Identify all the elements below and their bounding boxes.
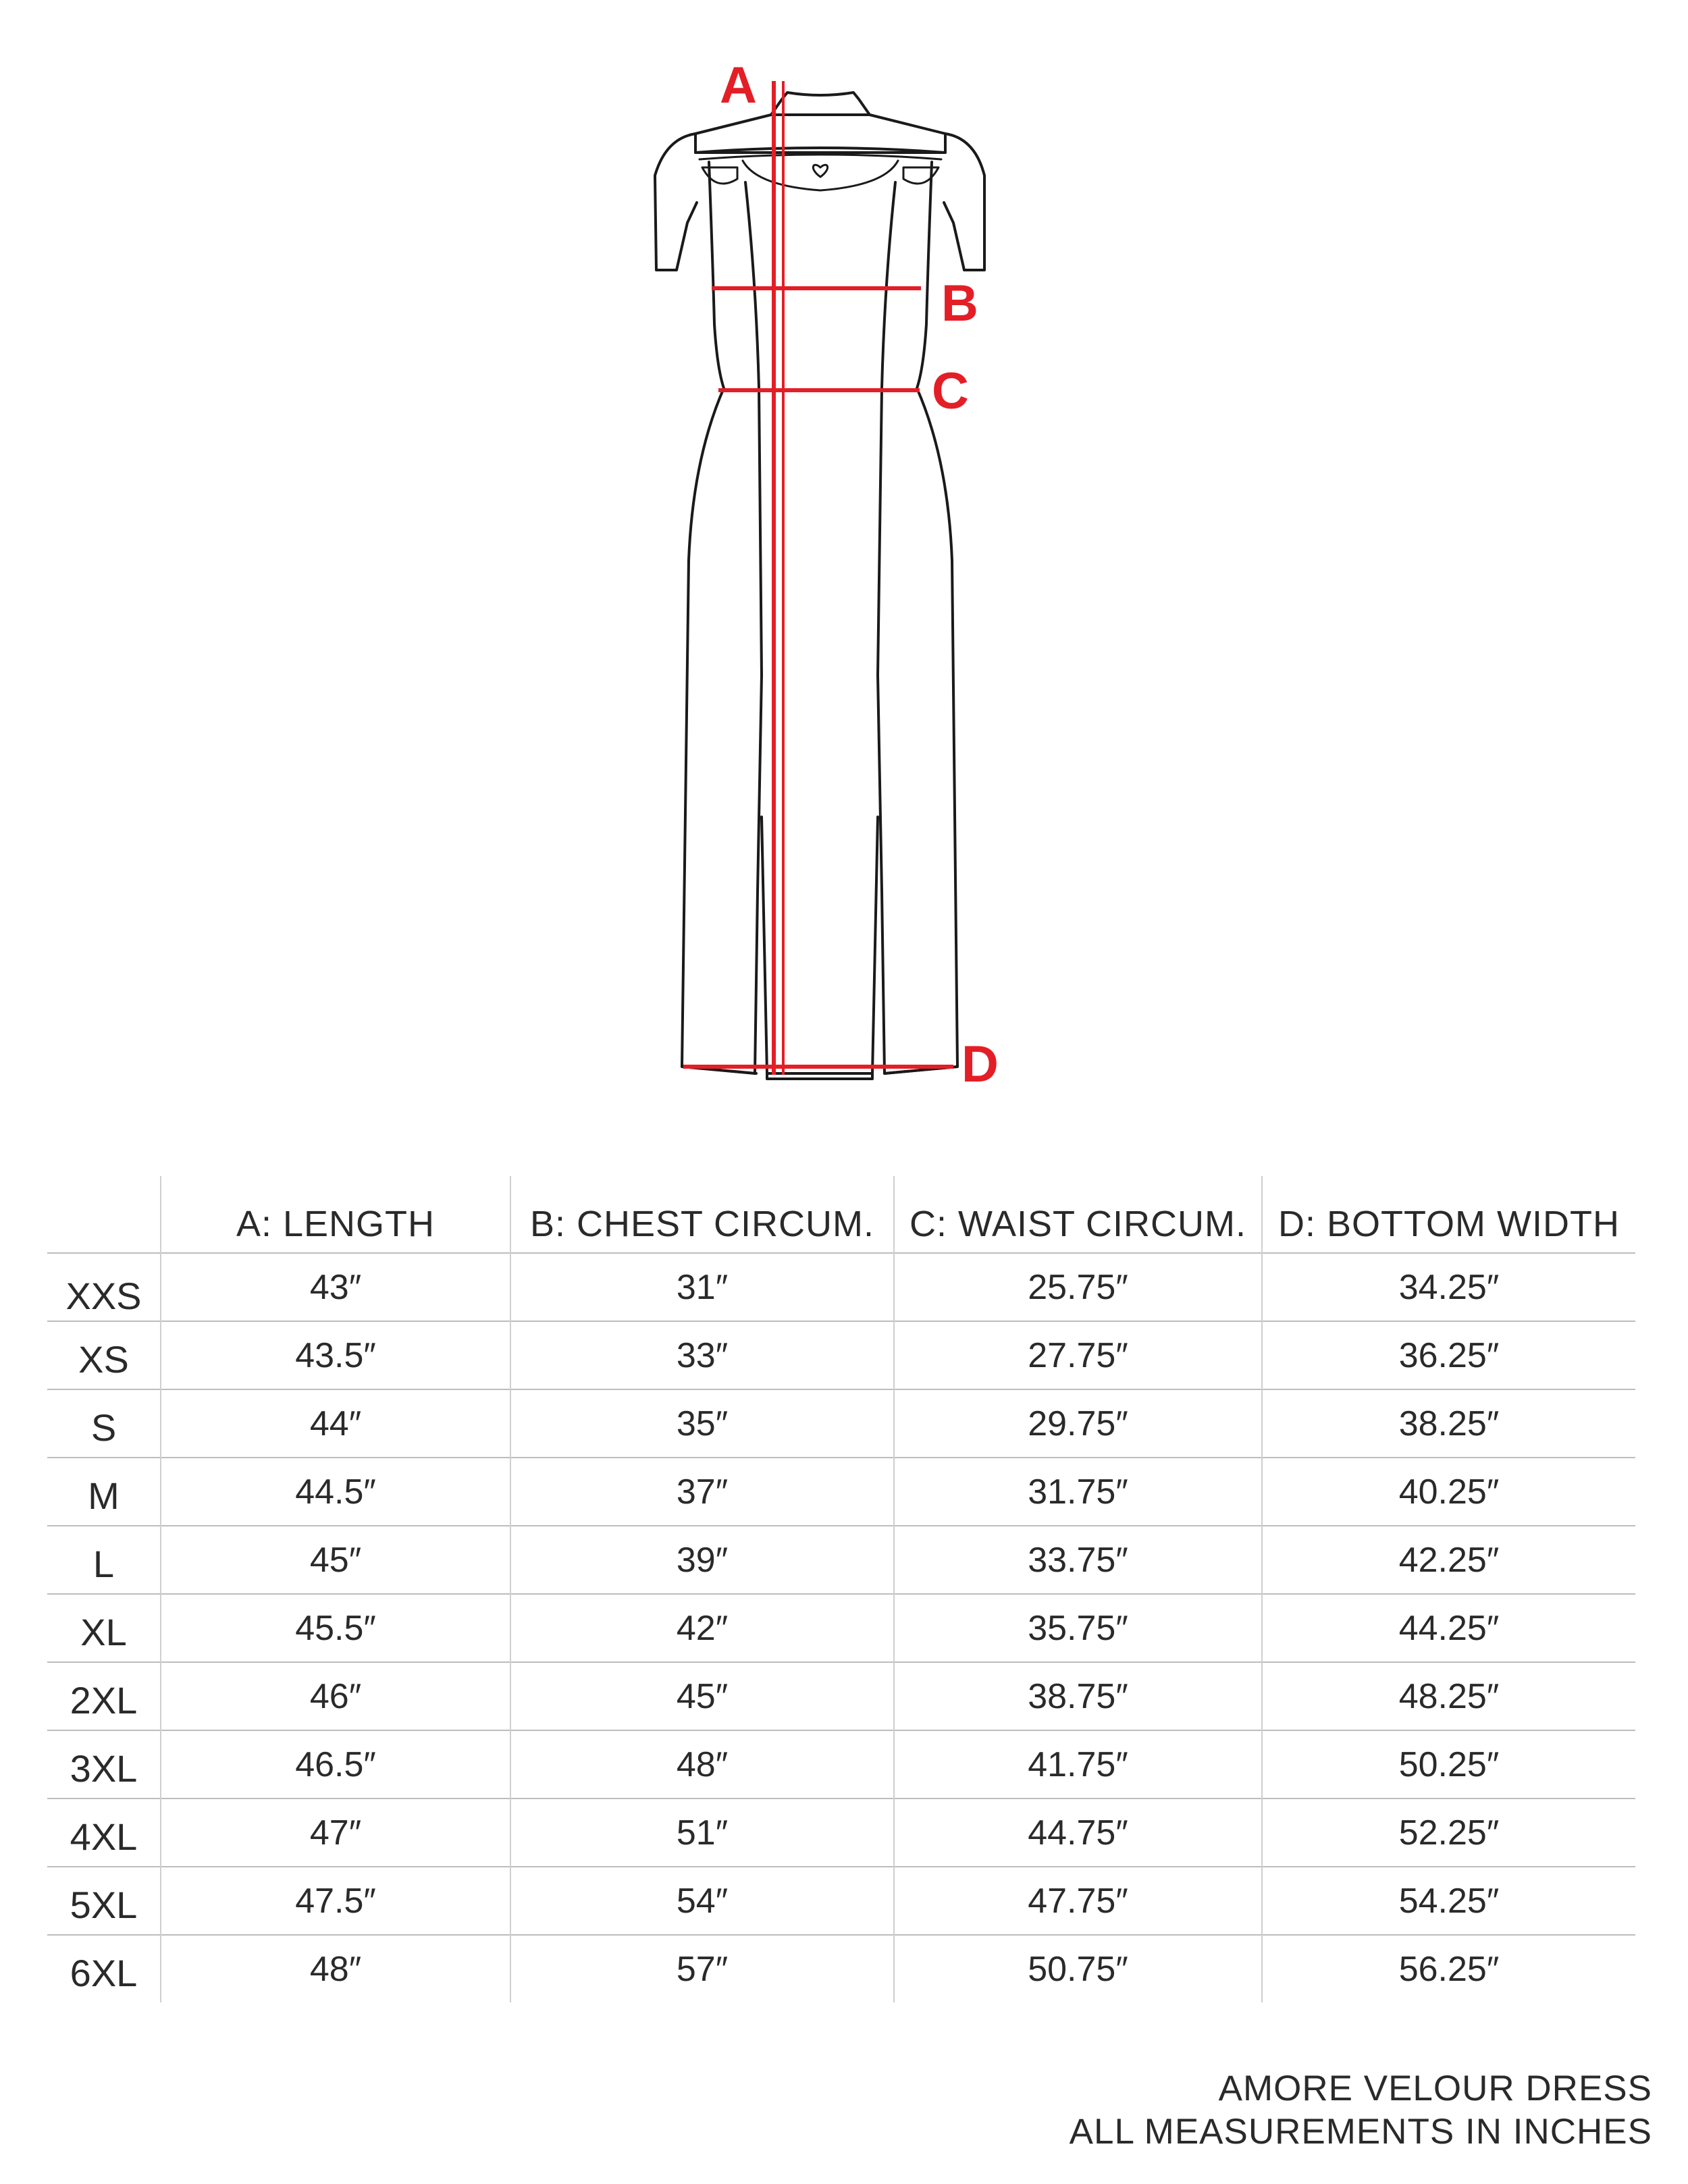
keyhole-cutout bbox=[743, 161, 898, 190]
table-row bbox=[47, 1253, 1635, 1321]
size-label: 4XL bbox=[47, 1799, 161, 1867]
label-c: C bbox=[932, 363, 969, 420]
bottom-value: 42.25″ bbox=[1262, 1526, 1635, 1594]
chest-value: 45″ bbox=[510, 1662, 894, 1730]
chest-value: 33″ bbox=[510, 1321, 894, 1389]
length-value: 43.5″ bbox=[161, 1321, 510, 1389]
chest-value: 54″ bbox=[510, 1867, 894, 1935]
chest-value: 39″ bbox=[510, 1526, 894, 1594]
waist-value: 31.75″ bbox=[894, 1458, 1262, 1526]
left-slit bbox=[762, 817, 767, 1073]
chest-value: 35″ bbox=[510, 1389, 894, 1458]
product-name: AMORE VELOUR DRESS bbox=[1218, 2069, 1652, 2108]
size-label: XXS bbox=[47, 1253, 161, 1321]
size-label: 6XL bbox=[47, 1935, 161, 2002]
table-row bbox=[47, 1730, 1635, 1799]
heart-button bbox=[813, 165, 827, 177]
length-value: 45.5″ bbox=[161, 1594, 510, 1662]
length-value: 45″ bbox=[161, 1526, 510, 1594]
waist-value: 27.75″ bbox=[894, 1321, 1262, 1389]
size-label: M bbox=[47, 1458, 161, 1526]
bottom-value: 52.25″ bbox=[1262, 1799, 1635, 1867]
right-panel-seam bbox=[878, 182, 895, 1073]
length-value: 47″ bbox=[161, 1799, 510, 1867]
collar bbox=[771, 92, 870, 115]
right-sleeve bbox=[944, 134, 984, 270]
chest-value: 42″ bbox=[510, 1594, 894, 1662]
bottom-value: 48.25″ bbox=[1262, 1662, 1635, 1730]
header-size bbox=[47, 1176, 161, 1253]
size-label: 2XL bbox=[47, 1662, 161, 1730]
footer-notes bbox=[1070, 2067, 1652, 2154]
bottom-value: 36.25″ bbox=[1262, 1321, 1635, 1389]
waist-value: 25.75″ bbox=[894, 1253, 1262, 1321]
length-value: 47.5″ bbox=[161, 1867, 510, 1935]
length-value: 44.5″ bbox=[161, 1458, 510, 1526]
waist-value: 35.75″ bbox=[894, 1594, 1262, 1662]
left-side-seam bbox=[682, 162, 756, 1073]
table-row bbox=[47, 1867, 1635, 1935]
waist-value: 44.75″ bbox=[894, 1799, 1262, 1867]
bottom-value: 44.25″ bbox=[1262, 1594, 1635, 1662]
length-value: 48″ bbox=[161, 1935, 510, 2002]
waist-value: 33.75″ bbox=[894, 1526, 1262, 1594]
left-panel-seam bbox=[745, 182, 762, 1073]
table-row bbox=[47, 1662, 1635, 1730]
header-waist: C: WAIST CIRCUM. bbox=[894, 1176, 1262, 1253]
label-b: B bbox=[941, 275, 978, 332]
bottom-value: 34.25″ bbox=[1262, 1253, 1635, 1321]
waist-value: 38.75″ bbox=[894, 1662, 1262, 1730]
table-row bbox=[47, 1594, 1635, 1662]
waist-value: 50.75″ bbox=[894, 1935, 1262, 2002]
left-sleeve bbox=[655, 134, 697, 270]
chest-value: 51″ bbox=[510, 1799, 894, 1867]
units-note: ALL MEASUREMENTS IN INCHES bbox=[1069, 2112, 1652, 2152]
label-d: D bbox=[961, 1036, 999, 1093]
measurement-lines bbox=[683, 81, 953, 1075]
size-chart-table bbox=[47, 1176, 1635, 2002]
table-row bbox=[47, 1526, 1635, 1594]
size-label: 5XL bbox=[47, 1867, 161, 1935]
length-value: 46.5″ bbox=[161, 1730, 510, 1799]
size-label: S bbox=[47, 1389, 161, 1458]
header-length: A: LENGTH bbox=[161, 1176, 510, 1253]
waist-value: 29.75″ bbox=[894, 1389, 1262, 1458]
table-row bbox=[47, 1935, 1635, 2002]
size-label: L bbox=[47, 1526, 161, 1594]
header-bottom: D: BOTTOM WIDTH bbox=[1262, 1176, 1635, 1253]
table-header-row bbox=[47, 1176, 1635, 1253]
length-value: 46″ bbox=[161, 1662, 510, 1730]
header-chest: B: CHEST CIRCUM. bbox=[510, 1176, 894, 1253]
length-value: 44″ bbox=[161, 1389, 510, 1458]
table-row bbox=[47, 1389, 1635, 1458]
size-label: 3XL bbox=[47, 1730, 161, 1799]
chest-value: 37″ bbox=[510, 1458, 894, 1526]
dress-outline bbox=[655, 92, 984, 1079]
bottom-value: 54.25″ bbox=[1262, 1867, 1635, 1935]
right-slit bbox=[872, 817, 878, 1073]
length-value: 43″ bbox=[161, 1253, 510, 1321]
waist-value: 47.75″ bbox=[894, 1867, 1262, 1935]
table-row bbox=[47, 1321, 1635, 1389]
chest-value: 57″ bbox=[510, 1935, 894, 2002]
waist-value: 41.75″ bbox=[894, 1730, 1262, 1799]
bottom-value: 50.25″ bbox=[1262, 1730, 1635, 1799]
chest-value: 31″ bbox=[510, 1253, 894, 1321]
bottom-value: 38.25″ bbox=[1262, 1389, 1635, 1458]
bottom-value: 40.25″ bbox=[1262, 1458, 1635, 1526]
size-label: XL bbox=[47, 1594, 161, 1662]
label-a: A bbox=[720, 57, 757, 114]
table-row bbox=[47, 1799, 1635, 1867]
table-row bbox=[47, 1458, 1635, 1526]
chest-value: 48″ bbox=[510, 1730, 894, 1799]
bottom-value: 56.25″ bbox=[1262, 1935, 1635, 2002]
size-label: XS bbox=[47, 1321, 161, 1389]
